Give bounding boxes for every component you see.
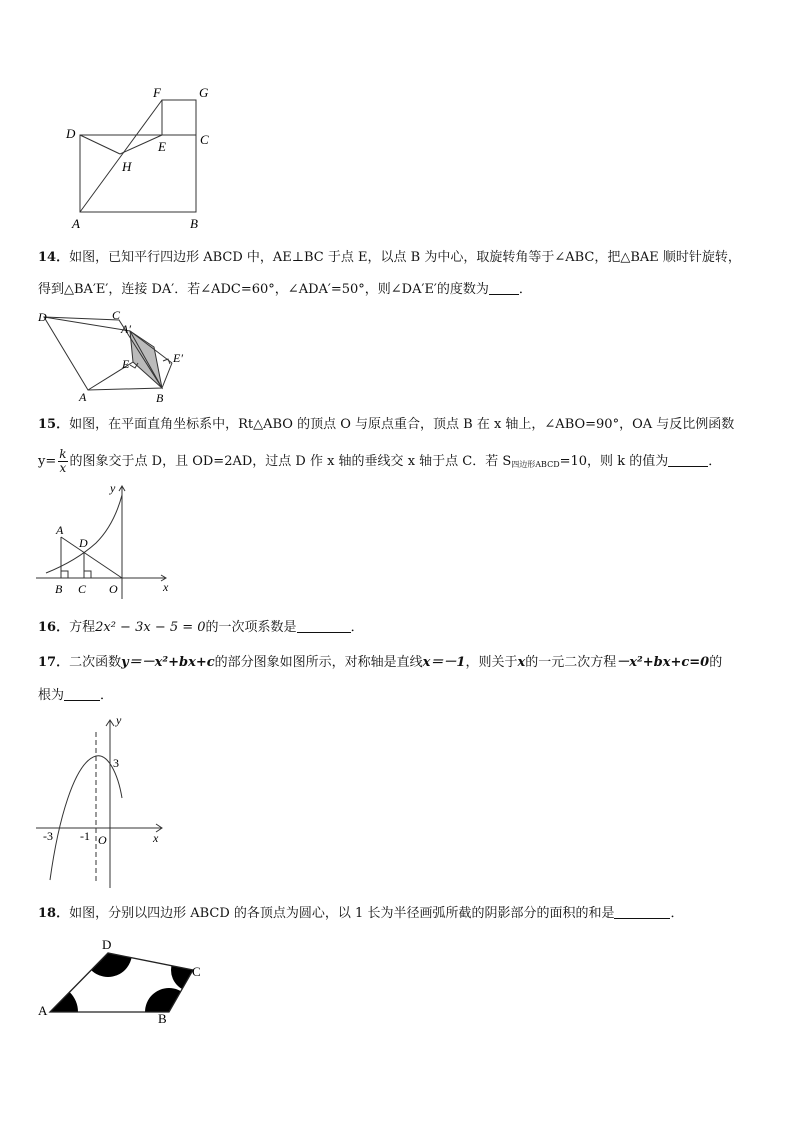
label-y: y: [110, 481, 116, 495]
label-c: C: [78, 582, 87, 596]
q16-number: 16．: [38, 620, 70, 635]
label-a-prime: A′: [121, 322, 131, 336]
label-y: y: [116, 713, 122, 727]
label-a: A: [38, 1003, 48, 1018]
square-abcd: [80, 135, 196, 212]
label-d: D: [102, 937, 112, 952]
q16-equation: 2x² − 3x − 5 = 0: [95, 620, 206, 635]
figure-q15: [36, 481, 176, 601]
q15-line1: 15．如图，在平面直角坐标系中，Rt△ABO 的顶点 O 与原点重合，顶点 B 在 x 轴上，∠ABO=90°，OA 与反比例函数: [38, 417, 735, 432]
q14-answer-blank[interactable]: [489, 282, 519, 295]
label-g: G: [199, 85, 209, 100]
label-3: 3: [113, 756, 119, 770]
label-e: E: [122, 357, 130, 371]
label-e: E: [158, 139, 166, 154]
q17-line1: 17．二次函数y＝－x²+bx+c的部分图象如图所示，对称轴是直线x＝－1，则关于x的一元二次方程－x²+bx+c=0的: [38, 655, 723, 670]
q17-line2: 根为 ．: [38, 688, 114, 703]
label-c: C: [200, 132, 209, 147]
q17-number: 17．: [38, 655, 70, 670]
label-x: x: [153, 831, 159, 845]
q15-line2: y= $\frac{k}{x}$ 的图象交于点 D，且 OD=2AD，过点 D 作 x 轴的垂线交 x 轴于点 C．若 $S_{四边形ABCD}=10$，则 k 的值为 ．: [38, 447, 722, 475]
q18-number: 18．: [38, 906, 70, 921]
label-d: D: [66, 126, 76, 141]
label-o: O: [98, 833, 107, 847]
label-a: A: [79, 390, 87, 404]
q14-line1: 14．如图，已知平行四边形 ABCD 中，AE⊥BC 于点 E，以点 B 为中心，取旋转角等于∠ABC，把△BAE 顺时针旋转，: [38, 250, 741, 265]
square-cefg: [162, 100, 196, 135]
label-x: x: [163, 580, 169, 594]
label-d: D: [38, 310, 47, 324]
q18-answer-blank[interactable]: [614, 906, 670, 919]
label-minus-1: -1: [80, 829, 90, 843]
label-e-prime: E′: [173, 351, 183, 365]
q15-answer-blank[interactable]: [668, 454, 708, 467]
label-minus-3: -3: [43, 829, 53, 843]
label-d: D: [79, 536, 88, 550]
q17-answer-blank[interactable]: [64, 688, 100, 701]
fraction-k-over-x: $\frac{k}{x}$: [59, 447, 67, 475]
label-a: A: [56, 523, 64, 537]
label-h: H: [122, 159, 132, 174]
label-c: C: [192, 964, 201, 979]
q16-answer-blank[interactable]: [297, 620, 351, 633]
q18-line: 18．如图，分别以四边形 ABCD 的各顶点为圆心，以 1 长为半径画弧所截的阴影部分的面积的和是 ．: [38, 906, 684, 921]
q14-line2: 得到△BA′E′，连接 DA′．若∠ADC=60°，∠ADA′=50°，则∠DA′E′的度数为 ．: [38, 282, 532, 297]
label-c: C: [112, 308, 121, 322]
q16-line: 16．方程2x² − 3x − 5 = 0的一次项系数是 ．: [38, 620, 364, 635]
label-b: B: [55, 582, 63, 596]
label-f: F: [153, 85, 161, 100]
figure-q17: [36, 712, 172, 892]
figure-q14: [34, 306, 204, 404]
figure-q13: [60, 82, 230, 234]
label-b: B: [156, 391, 164, 404]
figure-q18: [36, 936, 216, 1024]
label-b: B: [190, 216, 198, 231]
label-a: A: [72, 216, 80, 231]
label-b: B: [158, 1011, 167, 1024]
q15-number: 15．: [38, 417, 70, 432]
label-o: O: [109, 582, 118, 596]
q14-number: 14．: [38, 250, 70, 265]
